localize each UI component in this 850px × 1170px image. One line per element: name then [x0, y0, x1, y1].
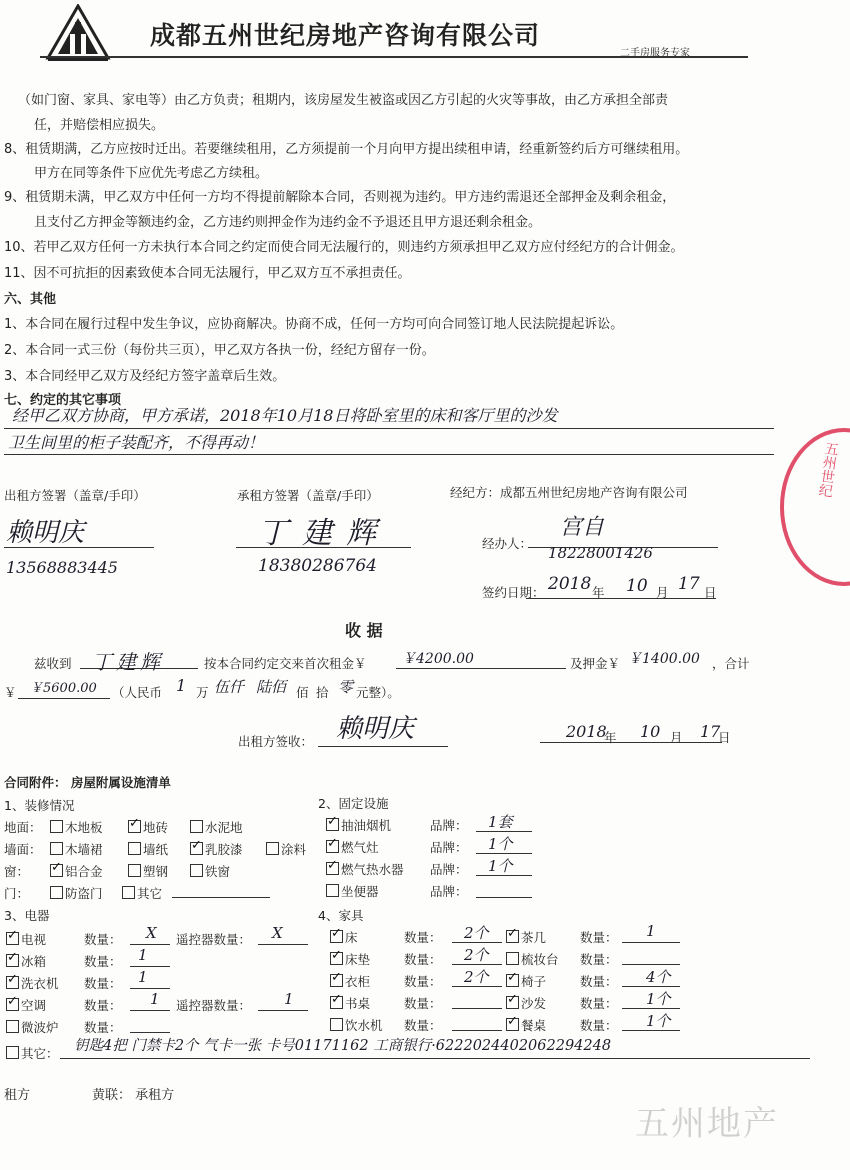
date-year-unit: 年: [592, 585, 605, 600]
brand-underline: [476, 875, 532, 876]
receipt-year: 2018: [566, 722, 607, 741]
clause-line: （如门窗、家具、家电等）由乙方负责；租期内，该房屋发生被盗或因乙方引起的火灾等事故，由乙方承担全部责: [18, 93, 669, 108]
fixed-item[interactable]: ✓抽油烟机: [326, 816, 391, 834]
furn-item[interactable]: ✓茶几: [506, 928, 546, 946]
furn-item[interactable]: ✓床: [330, 928, 358, 946]
qty-label: 数量：: [84, 1020, 122, 1035]
decor-title: 1、装修情况: [4, 798, 75, 813]
remote-underline: [258, 944, 308, 945]
wall-option[interactable]: 墙纸: [128, 840, 168, 858]
date-day-unit: 日: [704, 585, 717, 600]
qty-underline: [452, 1030, 502, 1031]
section-heading: 七、约定的其它事项: [4, 393, 122, 408]
date-year: 2018: [548, 574, 592, 594]
brand-label: 品牌：: [430, 818, 468, 833]
checkbox-checked[interactable]: [506, 974, 519, 987]
brand-underline: [476, 831, 532, 832]
receipt-from-name: 丁建辉: [92, 650, 164, 674]
clause-line: 1、本合同在履行过程中发生争议，应协商解决。协商不成，任何一方均可向合同签订地人民法院提起诉讼。: [4, 317, 624, 332]
checkbox-checked[interactable]: [506, 930, 519, 943]
clause-line: 10、若甲乙双方任何一方未执行本合同之约定而使合同无法履行的，则违约方须承担甲乙双方应付经纪方的合计佣金。: [4, 240, 684, 255]
sign-underline: [4, 547, 154, 548]
tenant-signature: 丁建辉: [258, 516, 390, 551]
date-day: 17: [678, 574, 700, 594]
clause-line: 8、租赁期满，乙方应按时迁出。若要继续租用，乙方须提前一个月向甲方提出续租申请，经重新签约后方可继续租用。: [4, 142, 689, 157]
clause-line: 3、本合同经甲乙双方及经纪方签字盖章后生效。: [4, 369, 286, 384]
agent-label: 经纪方：成都五州世纪房地产咨询有限公司: [450, 485, 688, 500]
brand-label: 品牌：: [430, 884, 468, 899]
door-other-underline: [172, 897, 270, 898]
qty-underline: [622, 1008, 680, 1009]
fixed-brand-value: 1个: [488, 835, 513, 853]
checkbox[interactable]: [190, 820, 203, 833]
handler-label: 经办人：: [482, 536, 533, 551]
receipt-underline: [396, 668, 566, 669]
checkbox[interactable]: [128, 864, 141, 877]
company-logo-icon: [44, 4, 112, 62]
qty-underline: [130, 1010, 170, 1011]
checkbox-checked[interactable]: [330, 974, 343, 987]
company-title: 成都五州世纪房地产咨询有限公司: [150, 21, 541, 50]
floor-option[interactable]: 水泥地: [190, 818, 243, 836]
qty-label: 数量：: [404, 1018, 442, 1033]
receipt-day: 17: [700, 722, 721, 741]
date-underline: [526, 598, 716, 599]
receipt-day-unit: 日: [718, 730, 731, 745]
receipt-underline: [318, 746, 448, 747]
qty-label: 数量：: [404, 974, 442, 989]
qty-label: 数量：: [84, 976, 122, 991]
checkbox-checked[interactable]: [128, 820, 141, 833]
checkbox-checked[interactable]: [330, 930, 343, 943]
qty-underline: [452, 986, 502, 987]
receipt-text-rent: 按本合同约定交来首次租金￥: [204, 656, 367, 671]
qty-label: 数量：: [580, 974, 618, 989]
receipt-total: ￥5600.00: [30, 681, 97, 696]
tenant-sign-label: 承租方签署（盖章/手印）: [237, 488, 379, 503]
checkbox[interactable]: [190, 864, 203, 877]
receipt-shi: 零: [338, 678, 354, 696]
fixed-brand-value: 1套: [488, 813, 513, 831]
checkbox-checked[interactable]: [6, 932, 19, 945]
qty-label: 数量：: [84, 954, 122, 969]
window-option[interactable]: 铁窗: [190, 862, 230, 880]
receipt-title: 收 据: [345, 621, 383, 640]
receipt-qian: 伍仟: [214, 678, 245, 696]
fixed-item[interactable]: ✓燃气热水器: [326, 860, 404, 878]
fixed-brand-value: 1个: [488, 857, 513, 875]
attachment-title: 合同附件： 房屋附属设施清单: [4, 775, 171, 790]
remote-label: 遥控器数量：: [176, 998, 252, 1013]
receipt-signer-label: 出租方签收：: [238, 734, 314, 749]
furn-item[interactable]: ✓餐桌: [506, 1016, 546, 1034]
elec-remote-value: 1: [284, 990, 294, 1008]
checkbox[interactable]: [122, 886, 135, 899]
floor-option[interactable]: ✓ 地砖: [128, 818, 168, 836]
window-option[interactable]: 塑钢: [128, 862, 168, 880]
furn-item[interactable]: ✓沙发: [506, 994, 546, 1012]
furn-item[interactable]: ✓衣柜: [330, 972, 370, 990]
checkbox-checked[interactable]: [50, 864, 63, 877]
brand-label: 品牌：: [430, 862, 468, 877]
furn-title: 4、家具: [318, 908, 364, 923]
wall-option[interactable]: ✓ 乳胶漆: [190, 840, 243, 858]
qty-label: 数量：: [580, 952, 618, 967]
tenant-phone: 18380286764: [258, 556, 377, 576]
elec-item[interactable]: ✓空调: [6, 996, 46, 1014]
furn-item[interactable]: 梳妆台: [506, 950, 559, 968]
qty-underline: [130, 944, 170, 945]
receipt-month-unit: 月: [670, 730, 683, 745]
date-month: 10: [626, 576, 648, 596]
checkbox-checked[interactable]: [330, 996, 343, 1009]
elec-qty-value: 1: [138, 968, 148, 986]
elec-item[interactable]: ✓冰箱: [6, 952, 46, 970]
brand-label: 品牌：: [430, 840, 468, 855]
footer-left: 租方: [4, 1088, 31, 1103]
sign-underline: [236, 547, 411, 548]
remote-underline: [258, 1010, 308, 1011]
remote-label: 遥控器数量：: [176, 932, 252, 947]
watermark: 五州地产: [635, 1104, 779, 1144]
qty-underline: [452, 942, 502, 943]
checkbox[interactable]: [506, 952, 519, 965]
fixed-item[interactable]: ✓燃气灶: [326, 838, 379, 856]
checkbox[interactable]: [266, 842, 279, 855]
handler-signature: 宫自: [560, 515, 605, 540]
receipt-text-deposit: 及押金￥: [570, 656, 621, 671]
receipt-bai: 陆佰: [256, 678, 287, 696]
elec-item[interactable]: 微波炉: [6, 1018, 59, 1036]
qty-underline: [452, 1008, 502, 1009]
furn-qty-value: 1个: [646, 1012, 671, 1030]
floor-label: 地面：: [4, 820, 42, 835]
elec-item[interactable]: ✓洗衣机: [6, 974, 59, 992]
checkbox[interactable]: [50, 886, 63, 899]
clause-line: 9、租赁期未满，甲乙双方中任何一方均不得提前解除本合同，否则视为违约。甲方违约需退还全部押金及剩余租金，: [4, 190, 676, 205]
qty-underline: [622, 986, 680, 987]
receipt-deposit: ￥1400.00: [628, 651, 700, 667]
receipt-underline: [18, 698, 110, 699]
header-divider: [40, 56, 748, 58]
qty-label: 数量：: [404, 952, 442, 967]
date-label: 签约日期：: [482, 585, 545, 600]
qty-label: 数量：: [404, 930, 442, 945]
checkbox-checked[interactable]: [326, 818, 339, 831]
qty-label: 数量：: [84, 932, 122, 947]
clause-line: 2、本合同一式三份（每份共三页），甲乙双方各执一份，经纪方留存一份。: [4, 343, 435, 358]
receipt-first-rent: ￥4200.00: [402, 651, 474, 667]
elec-item[interactable]: ✓电视: [6, 930, 46, 948]
qty-underline: [622, 942, 680, 943]
clause-line: 11、因不可抗拒的因素致使本合同无法履行，甲乙双方互不承担责任。: [4, 266, 411, 281]
floor-option[interactable]: 木地板: [50, 818, 103, 836]
fixed-title: 2、固定设施: [318, 796, 389, 811]
furn-item[interactable]: 饮水机: [330, 1016, 383, 1034]
section-heading: 六、其他: [4, 292, 57, 307]
terms-underline: [4, 428, 774, 429]
checkbox-checked[interactable]: [6, 998, 19, 1011]
elec-title: 3、电器: [4, 908, 50, 923]
other-value: 钥匙4把 门禁卡2个 气卡一张 卡号01171162 工商银行·6222024402062294248: [74, 1038, 612, 1054]
checkbox-checked[interactable]: [506, 996, 519, 1009]
company-slogan: 二手房服务专家: [620, 48, 690, 59]
clause-line: 甲方在同等条件下应优先考虑乙方续租。: [34, 166, 269, 181]
receipt-from-label: 兹收到: [34, 656, 72, 671]
qty-label: 数量：: [580, 1018, 618, 1033]
checkbox-checked[interactable]: [6, 976, 19, 989]
checkbox-checked[interactable]: [190, 842, 203, 855]
receipt-total-prefix: ￥: [4, 685, 17, 700]
qty-label: 数量：: [580, 996, 618, 1011]
brand-underline: [476, 853, 532, 854]
door-label: 门：: [4, 886, 30, 901]
checkbox-checked[interactable]: [326, 840, 339, 853]
fixed-item[interactable]: 坐便器: [326, 882, 379, 900]
elec-qty-value: 1: [150, 990, 160, 1008]
qty-underline: [130, 1032, 170, 1033]
checkbox[interactable]: [326, 884, 339, 897]
door-option[interactable]: 防盗门: [50, 884, 103, 902]
clause-line: 任，并赔偿相应损失。: [34, 118, 165, 133]
qty-underline: [452, 964, 502, 965]
window-option[interactable]: ✓ 铝合金: [50, 862, 103, 880]
receipt-rmb-label: （人民币: [112, 685, 163, 700]
elec-remote-value: X: [272, 924, 283, 942]
furn-item[interactable]: ✓椅子: [506, 972, 546, 990]
elec-qty-value: X: [146, 924, 157, 942]
checkbox[interactable]: [6, 1020, 19, 1033]
terms-underline: [4, 454, 774, 455]
qty-underline: [130, 988, 170, 989]
wall-option[interactable]: 涂料: [266, 840, 306, 858]
receipt-month: 10: [640, 722, 661, 741]
receipt-signer: 赖明庆: [336, 714, 415, 744]
receipt-yuan-unit: 元整）。: [356, 685, 400, 700]
date-month-unit: 月: [656, 585, 669, 600]
furn-item[interactable]: ✓书桌: [330, 994, 370, 1012]
qty-underline: [622, 1030, 680, 1031]
qty-underline: [130, 966, 170, 967]
checkbox[interactable]: [50, 842, 63, 855]
wall-label: 墙面：: [4, 842, 42, 857]
furn-qty-value: 4个: [646, 968, 671, 986]
checkbox-checked[interactable]: [6, 954, 19, 967]
footer-yellow: 黄联： 承租方: [92, 1088, 175, 1103]
checkbox[interactable]: [50, 820, 63, 833]
brand-underline: [476, 897, 532, 898]
receipt-wan-unit: 万: [196, 685, 209, 700]
handwritten-terms-line: 经甲乙双方协商，甲方承诺，2018年10月18日将卧室里的床和客厅里的沙发: [12, 406, 558, 425]
receipt-year-unit: 年: [604, 730, 617, 745]
checkbox-checked[interactable]: [326, 862, 339, 875]
handwritten-terms-line: 卫生间里的柜子装配齐，不得再动！: [8, 433, 265, 452]
receipt-wan: 1: [176, 676, 187, 695]
landlord-phone: 13568883445: [6, 558, 118, 577]
elec-qty-value: 1: [138, 946, 148, 964]
receipt-underline: [540, 742, 722, 743]
furn-qty-value: 2个: [464, 968, 489, 986]
furn-item[interactable]: ✓床垫: [330, 950, 370, 968]
checkbox[interactable]: [128, 842, 141, 855]
handler-phone: 18228001426: [548, 544, 653, 562]
window-label: 窗：: [4, 864, 30, 879]
checkbox-checked[interactable]: [330, 952, 343, 965]
qty-label: 数量：: [580, 930, 618, 945]
checkbox[interactable]: [6, 1046, 19, 1059]
landlord-signature: 赖明庆: [6, 518, 85, 548]
wall-option[interactable]: 木墙裙: [50, 840, 103, 858]
furn-qty-value: 2个: [464, 946, 489, 964]
furn-qty-value: 2个: [464, 924, 489, 942]
receipt-bai-unit: 佰: [296, 685, 309, 700]
furn-qty-value: 1个: [646, 990, 671, 1008]
qty-label: 数量：: [404, 996, 442, 1011]
checkbox-checked[interactable]: [506, 1018, 519, 1031]
qty-underline: [622, 964, 680, 965]
company-seal-text: 五州世纪: [816, 440, 840, 499]
furn-qty-value: 1: [646, 922, 656, 940]
other-underline: [60, 1058, 810, 1059]
receipt-shi-unit: 拾: [316, 685, 329, 700]
landlord-sign-label: 出租方签署（盖章/手印）: [4, 488, 146, 503]
clause-line: 且支付乙方押金等额违约金，乙方违约则押金作为违约金不予退还且甲方退还剩余租金。: [34, 215, 542, 230]
checkbox[interactable]: [330, 1018, 343, 1031]
receipt-underline: [80, 668, 198, 669]
qty-label: 数量：: [84, 998, 122, 1013]
door-option[interactable]: 其它: [122, 884, 162, 902]
receipt-total-label: ，合计: [712, 656, 750, 671]
other-item[interactable]: 其它：: [6, 1044, 59, 1062]
